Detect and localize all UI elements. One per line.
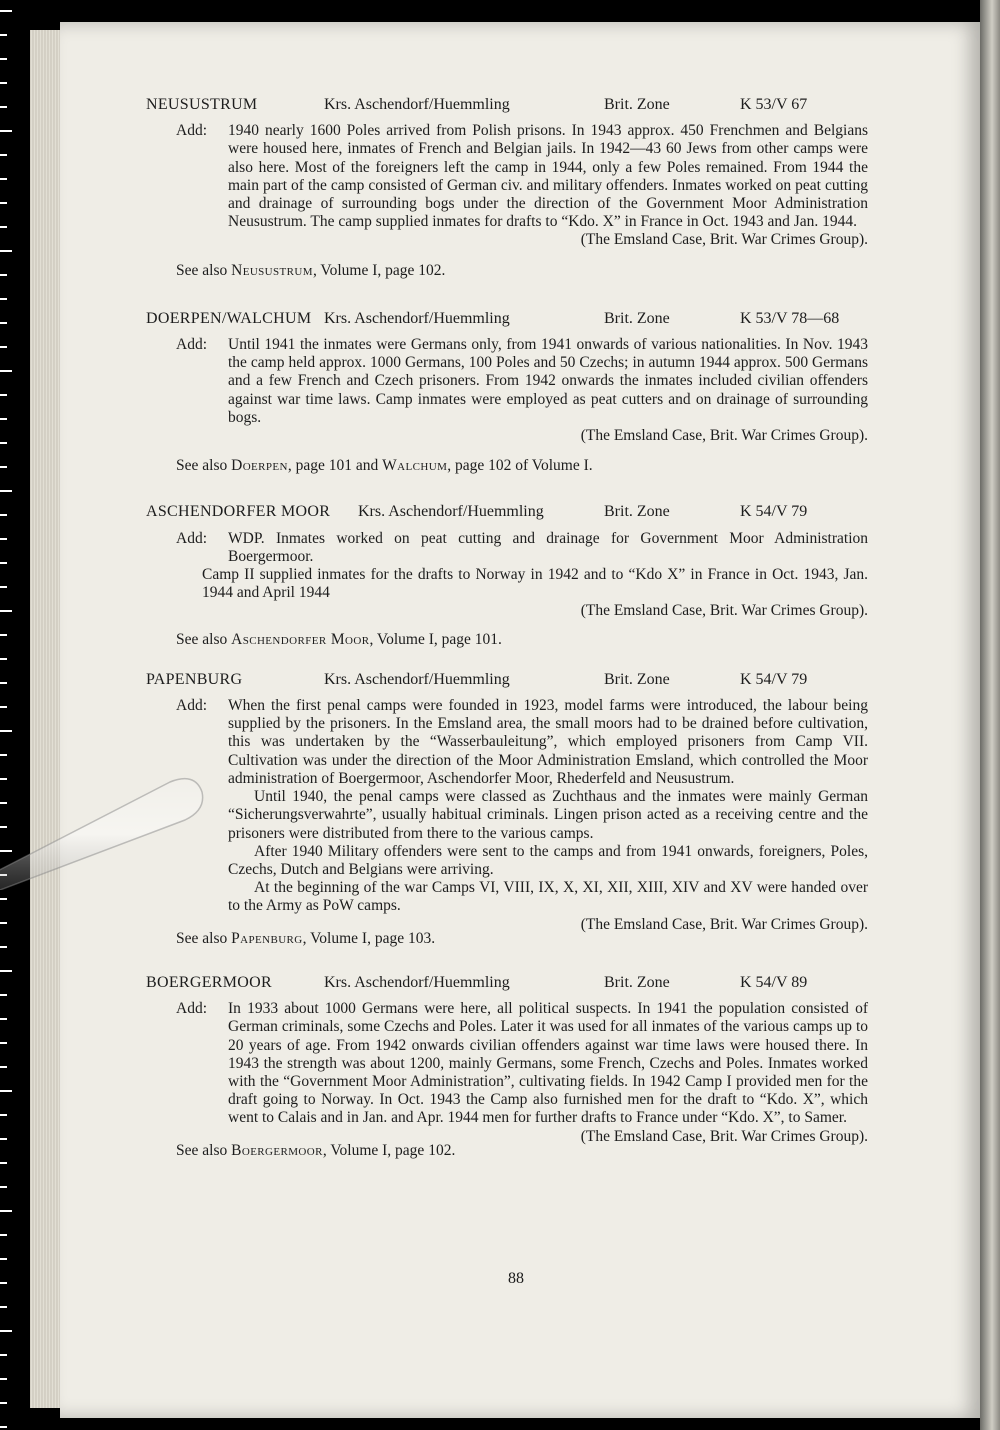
scale-tick (0, 1018, 7, 1020)
camp-entry (146, 310, 906, 476)
see-also-suffix: , page 102 of Volume I. (447, 457, 593, 475)
add-label: Add: (176, 697, 207, 715)
scale-tick (0, 250, 12, 252)
district: Krs. Aschendorf/Huemmling (324, 96, 510, 113)
scale-tick (0, 1282, 7, 1284)
zone: Brit. Zone (604, 96, 670, 113)
scale-tick (0, 562, 7, 564)
scale-tick (0, 970, 12, 972)
zone: Brit. Zone (604, 973, 670, 991)
camp-entry (146, 974, 906, 1160)
spacer (146, 566, 202, 602)
scale-tick (0, 994, 7, 996)
scale-tick (0, 802, 7, 804)
scale-tick (0, 1186, 7, 1188)
see-also-prefix: See also (176, 457, 228, 475)
scale-tick (0, 34, 7, 36)
see-also-prefix: See also (176, 1141, 228, 1159)
source-citation: (The Emsland Case, Brit. War Crimes Group). (580, 231, 868, 249)
scale-tick (0, 322, 7, 324)
camp-name: BOERGERMOOR (146, 973, 272, 991)
see-also-suffix: , Volume I, page 102. (322, 1141, 456, 1159)
scale-tick (0, 58, 7, 60)
scale-tick (0, 1234, 7, 1236)
entry-header (146, 310, 906, 328)
scale-tick (0, 178, 7, 180)
addendum (146, 1000, 906, 1127)
scale-tick (0, 826, 7, 828)
scale-tick (0, 298, 7, 300)
scale-tick (0, 658, 7, 660)
scale-tick (0, 538, 7, 540)
camp-name: NEUSUSTRUM (146, 96, 258, 113)
scale-tick (0, 850, 12, 852)
see-also-suffix: , Volume I, page 101. (369, 630, 502, 648)
scale-tick (0, 346, 7, 348)
district: Krs. Aschendorf/Huemmling (324, 670, 510, 688)
scale-tick (0, 394, 7, 396)
measuring-scale (0, 0, 16, 1430)
camp-name: ASCHENDORFER MOOR (146, 503, 331, 521)
scale-tick (0, 1330, 12, 1332)
paragraph: WDP. Inmates worked on peat cutting and drainage for Government Moor Administration Boergermoor. (228, 529, 868, 565)
scale-tick (0, 1258, 7, 1260)
entry-header (146, 96, 906, 114)
see-also-name: Papenburg (231, 929, 303, 947)
paragraph: Until 1940, the penal camps were classed as Zuchthaus and the inmates were mainly German “Sicherungsverwahrte”, usually habitual criminals. Lingen prison acted as a receiving centre and the prisoners were distributed from there to the various camps. (228, 788, 868, 842)
paragraph: After 1940 Military offenders were sent to the camps and from 1941 onwards, foreigners, Poles, Czechs, Dutch and Belgians were arriving. (228, 842, 868, 878)
scale-tick (0, 706, 7, 708)
paragraph: In 1933 about 1000 Germans were here, all political suspects. In 1941 the population consisted of German criminals, some Czechs and Poles. Later it was used for all inmates of the various camps up to 20 years of age. From 1942 onwards civilian offenders against war time laws were housed there. In 1943 the strength was about 1200, mainly Germans, some French, Czechs and Poles. Inmates worked with the “Government Moor Administration”, cultivating fields. In 1942 Camp I provided men for the draft going to Norway. In Oct. 1943 the Camp also furnished men for the draft to “Kdo. X”, which went to Calais and in Jan. and Apr. 1944 men for further drafts to France under “Kdo. X”, to Samer. (228, 1000, 868, 1127)
reference-code: K 54/V 79 (740, 670, 808, 688)
scale-tick (0, 1354, 7, 1356)
scale-tick (0, 154, 7, 156)
add-label: Add: (176, 1000, 207, 1018)
addendum-body (202, 566, 868, 602)
camp-entry (146, 503, 906, 648)
scale-tick (0, 778, 7, 780)
addendum (146, 530, 906, 566)
see-also-prefix: See also (176, 630, 228, 648)
see-also-mid: , page 101 and (287, 457, 379, 475)
see-also-name: Doerpen (231, 457, 288, 475)
see-also-name-2: Walchum (382, 457, 448, 475)
scale-tick (0, 370, 12, 372)
scale-tick (0, 1210, 12, 1212)
entry-header (146, 671, 906, 689)
scale-tick (0, 730, 12, 732)
addendum-body (228, 697, 868, 915)
reference-code: K 53/V 78—68 (740, 309, 840, 327)
see-also-prefix: See also (176, 261, 228, 279)
scale-tick (0, 418, 7, 420)
addendum-body (228, 122, 868, 231)
scale-tick (0, 754, 7, 756)
scale-tick (0, 946, 7, 948)
scale-tick (0, 898, 7, 900)
scale-tick (0, 202, 7, 204)
scale-tick (0, 10, 12, 12)
addendum (146, 336, 906, 427)
scale-tick (0, 130, 12, 132)
scale-tick (0, 442, 7, 444)
scale-tick (0, 634, 7, 636)
addendum (146, 122, 906, 231)
add-label: Add: (176, 529, 207, 547)
scale-tick (0, 610, 12, 612)
zone: Brit. Zone (604, 670, 670, 688)
see-also-name: Boergermoor (231, 1141, 323, 1159)
see-also (146, 262, 906, 280)
scale-tick (0, 682, 7, 684)
scale-tick (0, 1426, 7, 1428)
reference-code: K 54/V 89 (740, 973, 808, 991)
scale-tick (0, 1402, 7, 1404)
source-citation: (The Emsland Case, Brit. War Crimes Group). (580, 427, 868, 445)
zone: Brit. Zone (604, 503, 670, 521)
scale-tick (0, 1114, 7, 1116)
camp-entry (146, 96, 906, 280)
paragraph: At the beginning of the war Camps VI, VIII, IX, X, XI, XII, XIII, XIV and XV were handed over to the Army as PoW camps. (228, 879, 868, 915)
see-also-prefix: See also (176, 929, 228, 947)
addendum-body (228, 1000, 868, 1127)
addendum (146, 697, 906, 915)
scale-tick (0, 1042, 7, 1044)
district: Krs. Aschendorf/Huemmling (358, 503, 544, 521)
scale-tick (0, 874, 7, 876)
addendum-body (228, 530, 868, 566)
entry-header (146, 503, 906, 521)
paragraph: When the first penal camps were founded in 1923, model farms were introduced, the labour being supplied by the prisoners. In the Emsland area, the small moors had to be drained before cultivation, this was undertaken by the “Wasserbauleitung”, which employed prisoners from Camp VII. Cultivation was under the direction of the Moor Administration Emsland, which controlled the Moor administration of Boergermoor, Aschendorfer Moor, Rhederfeld and Neusustrum. (228, 697, 868, 787)
scale-tick (0, 1162, 7, 1164)
scale-tick (0, 1066, 7, 1068)
addendum-body (228, 336, 868, 427)
camp-name: DOERPEN/WALCHUM (146, 309, 312, 327)
scale-tick (0, 226, 7, 228)
paragraph: 1940 nearly 1600 Poles arrived from Polish prisons. In 1943 approx. 450 Frenchmen and Belgians were housed here, inmates of French and Belgian jails. In 1942—43 60 Jews from other camps were also here. Most of the foreigners left the camp in 1944, only a few Poles remained. From 1944 the main part of the camp consisted of German civ. and military offenders. Inmates worked on peat cutting and drainage of surrounding bogs under the direction of the Government Moor Administration Neusustrum. The camp supplied inmates for drafts to “Kdo. X” in France in Oct. 1943 and Jan. 1944. (228, 122, 868, 231)
scale-tick (0, 466, 7, 468)
district: Krs. Aschendorf/Huemmling (324, 309, 510, 327)
district: Krs. Aschendorf/Huemmling (324, 973, 510, 991)
page-content (146, 96, 906, 1160)
add-label: Add: (176, 122, 207, 140)
scale-tick (0, 922, 7, 924)
see-also-suffix: , Volume I, page 102. (312, 261, 446, 279)
see-also-name: Aschendorfer Moor (231, 630, 370, 648)
camp-name: PAPENBURG (146, 670, 243, 688)
scale-tick (0, 274, 7, 276)
scale-tick (0, 1378, 7, 1380)
paragraph: Until 1941 the inmates were Germans only, from 1941 onwards of various nationalities. In Nov. 1943 the camp held approx. 1000 Germans, 100 Poles and 50 Czechs; in autumn 1944 approx. 500 Germans and a few French and Czech prisoners. From 1942 onwards the inmates included civilian offenders against war time laws. Camp inmates were employed as peat cutters and on drainage of surrounding bogs. (228, 336, 868, 426)
entry-header (146, 974, 906, 992)
scale-tick (0, 514, 7, 516)
scale-tick (0, 1138, 7, 1140)
reference-code: K 54/V 79 (740, 503, 808, 521)
facing-page-edge (980, 0, 1000, 1430)
scale-tick (0, 106, 7, 108)
scale-tick (0, 586, 7, 588)
addendum-continued (146, 566, 906, 602)
see-also (146, 457, 906, 475)
source-citation: (The Emsland Case, Brit. War Crimes Group). (580, 602, 868, 620)
see-also-name: Neusustrum (231, 261, 313, 279)
scale-tick (0, 490, 12, 492)
paragraph: Camp II supplied inmates for the drafts to Norway in 1942 and to “Kdo X” in France in Oct. 1943, Jan. 1944 and April 1944 (202, 566, 868, 602)
page-number: 88 (508, 1270, 524, 1287)
scale-tick (0, 1306, 7, 1308)
camp-entry (146, 671, 906, 948)
source-citation: (The Emsland Case, Brit. War Crimes Group). (580, 1127, 868, 1145)
add-label: Add: (176, 336, 207, 354)
zone: Brit. Zone (604, 309, 670, 327)
scale-tick (0, 82, 7, 84)
source-citation: (The Emsland Case, Brit. War Crimes Group). (580, 915, 868, 933)
scale-tick (0, 1090, 12, 1092)
see-also-suffix: , Volume I, page 103. (302, 929, 436, 947)
see-also (146, 631, 906, 649)
reference-code: K 53/V 67 (740, 96, 808, 113)
